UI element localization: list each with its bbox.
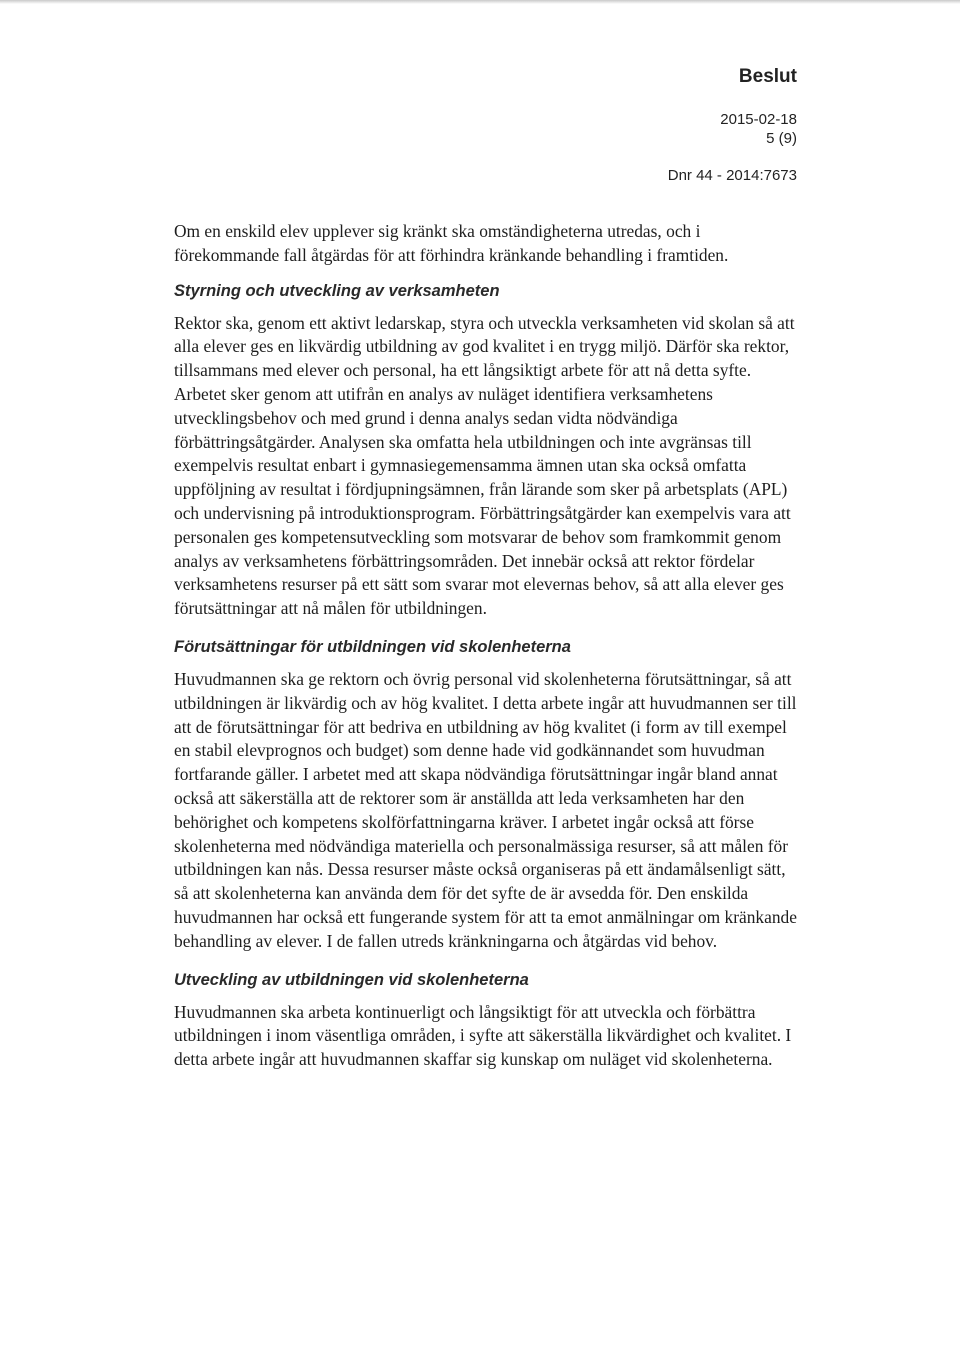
case-number: Dnr 44 - 2014:7673 <box>667 167 797 184</box>
page-number: 5 (9) <box>766 130 797 147</box>
section-paragraph-utveckling: Huvudmannen ska arbeta kontinuerligt och långsiktigt för att utveckla och förbättra utbildningen i inom väsentliga områden, i syfte att säkerställa likvärdighet och kvalitet. I detta arbete ingår att huvudmannen skaffar sig kunskap om nuläget vid skolenheterna. <box>174 1001 792 1070</box>
document-date: 2015-02-18 <box>720 111 797 128</box>
scan-edge <box>0 0 960 4</box>
document-type: Beslut <box>738 66 797 87</box>
section-paragraph-styrning: Rektor ska, genom ett aktivt ledarskap, styra och utveckla verksamheten vid skolan så att alla elever ges en likvärdig utbildning av god kvalitet i en trygg miljö. Därför ska rektor, tillsammans med elever och personal, ha ett långsiktigt arbete för att nå detta syfte. Arbetet sker genom att utifrån en analys av nuläget identifiera verksamhetens utvecklingsbehov och med grund i denna analys sedan vidta nödvändiga förbättringsåtgärder. Analysen ska omfatta hela utbildningen och inte avgränsas till exempelvis resultat enbart i gymnasiegemensamma ämnen utan ska också omfatta uppföljning av resultat i fördjupningsämnen, från lärande som sker på arbetsplats (APL) och undervisning på introduktionsprogram. Förbättringsåtgärder kan exempelvis vara att personalen ges kompetensutveckling som motsvarar de behov som framkommit genom analys av verksamhetens förbättringsområden. Det innebär också att rektor fördelar verksamhetens resurser på ett sätt som svarar mot elevernas behov, så att alla elever ges förutsättningar att nå målen för utbildningen. <box>174 312 795 619</box>
intro-paragraph: Om en enskild elev upplever sig kränkt ska omständigheterna utredas, och i förekommande fall åtgärdas för att förhindra kränkande behandling i framtiden. <box>174 221 729 265</box>
section-paragraph-forutsattningar: Huvudmannen ska ge rektorn och övrig personal vid skolenheterna förutsättningar, så att utbildningen är likvärdig och av hög kvalitet. I detta arbete ingår att huvudmannen ser till att de förutsättningar för att bedriva en utbildning av hög kvalitet (i form av till exempel en stabil elevprognos och budget) som denne hade vid godkännandet som huvudman fortfarande gäller. I arbetet med att skapa nödvändiga förutsättningar ingår bland annat också att säkerställa att de rektorer som är anställda att leda verksamheten har den behörighet och kompetens skolförfattningarna kräver. I arbetet ingår också att förse skolenheterna med nödvändiga materiella och personalmässiga resurser, så att målen för utbildningen kan nås. Dessa resurser måste också organiseras på ett ändamålsenligt sätt, så att skolenheterna kan använda dem för det syfte de är avsedda för. Den enskilda huvudmannen har också ett fungerande system för att ta emot anmälningar om kränkande behandling av elever. I de fallen utreds kränkningarna och åtgärdas vid behov. <box>174 668 797 951</box>
document-header <box>668 64 797 185</box>
section-heading-utveckling: Utveckling av utbildningen vid skolenheterna <box>174 970 529 989</box>
section-heading-forutsattningar: Förutsättningar för utbildningen vid skolenheterna <box>174 637 571 656</box>
section-heading-styrning: Styrning och utveckling av verksamheten <box>174 281 500 300</box>
document-body <box>174 220 800 1072</box>
